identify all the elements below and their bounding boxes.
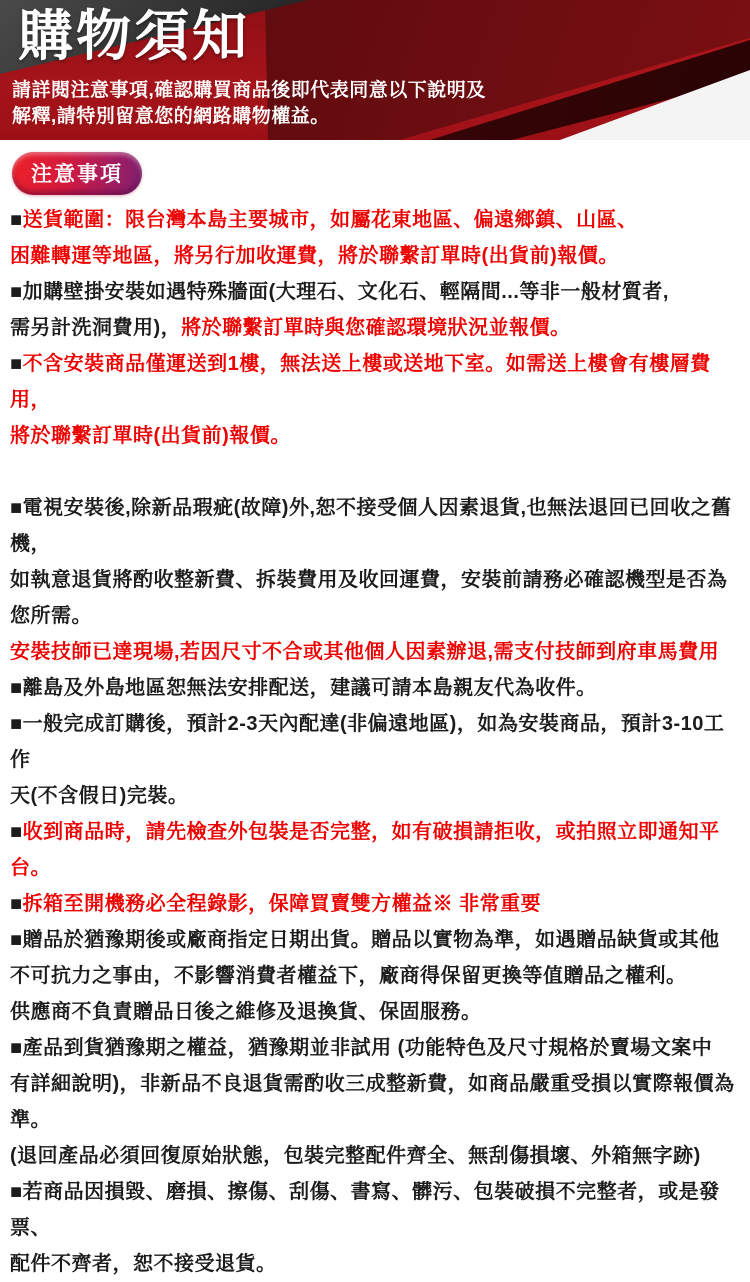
notice-text-segment: 天(不含假日)完裝。 (10, 785, 189, 807)
notice-text-segment: 電視安裝後,除新品瑕疵(故障)外,恕不接受個人因素退貨,也無法退回已回收之舊機， (10, 497, 732, 555)
notice-text-segment: 若商品因損毀、磨損、擦傷、刮傷、書寫、髒污、包裝破損不完整者，或是發票、 (10, 1181, 720, 1239)
bullet-square-icon: ■ (10, 929, 23, 951)
notice-item (10, 1030, 740, 1174)
notice-text-segment: 一般完成訂購後，預計2-3天內配達(非偏遠地區)，如為安裝商品，預計3-10工作 (10, 713, 725, 771)
bullet-square-icon: ■ (10, 893, 23, 915)
page-title: 購物須知 (18, 5, 251, 67)
notice-item (10, 634, 740, 670)
bullet-square-icon: ■ (10, 353, 23, 375)
notice-text-segment: 拆箱至開機務必全程錄影，保障買賣雙方權益※ 非常重要 (22, 893, 542, 915)
banner-subtitle-line1: 請詳閱注意事項,確認購買商品後即代表同意以下說明及 (12, 80, 486, 101)
badge-row (0, 140, 750, 195)
notice-text-segment: 贈品於猶豫期後或廠商指定日期出貨。贈品以實物為準，如遇贈品缺貨或其他 (22, 929, 720, 951)
notice-item (10, 814, 740, 886)
notice-text-segment: 收到商品時，請先檢查外包裝是否完整，如有破損請拒收，或拍照立即通知平台。 (10, 821, 720, 879)
notice-text-segment: 困難轉運等地區，將另行加收運費，將於聯繫訂單時(出貨前)報價。 (10, 245, 619, 267)
notice-text-segment: 送貨範圍：限台灣本島主要城市，如屬花東地區、偏遠鄉鎮、山區、 (22, 209, 638, 231)
shopping-notice-banner (0, 0, 750, 140)
notice-item (10, 490, 740, 634)
banner-subtitle (12, 78, 486, 130)
bullet-square-icon: ■ (10, 713, 23, 735)
notice-item (10, 922, 740, 1030)
bullet-square-icon: ■ (10, 281, 23, 303)
notice-text-segment: 將於聯繫訂單時與您確認環境狀況並報價。 (181, 317, 571, 339)
notice-item (10, 670, 740, 706)
banner-subtitle-line2: 解釋,請特別留意您的網路購物權益。 (12, 106, 330, 127)
notice-item (10, 346, 740, 454)
bullet-square-icon: ■ (10, 821, 23, 843)
notice-text-segment: 離島及外島地區恕無法安排配送，建議可請本島親友代為收件。 (22, 677, 597, 699)
bullet-square-icon: ■ (10, 1037, 23, 1059)
notice-text-segment: 需另計洗洞費用)， (10, 317, 182, 339)
bullet-square-icon: ■ (10, 209, 23, 231)
notice-badge: 注意事項 (12, 152, 142, 195)
notice-text-segment: 不含安裝商品僅運送到1樓，無法送上樓或送地下室。如需送上樓會有樓層費用， (10, 353, 711, 411)
notice-text-segment: 將於聯繫訂單時(出貨前)報價。 (10, 425, 291, 447)
notice-list (0, 195, 750, 1282)
notice-item (10, 886, 740, 922)
notice-item (10, 202, 740, 274)
notice-text-segment: 安裝技師已達現場,若因尺寸不合或其他個人因素辦退,需支付技師到府車馬費用 (10, 641, 720, 663)
bullet-square-icon: ■ (10, 497, 23, 519)
notice-text-segment: 加購壁掛安裝如遇特殊牆面(大理石、文化石、輕隔間...等非一般材質者, (22, 281, 669, 303)
notice-item (10, 274, 740, 346)
notice-text-segment: 不可抗力之事由，不影響消費者權益下，廠商得保留更換等值贈品之權利。 (10, 965, 687, 987)
bullet-square-icon: ■ (10, 1181, 23, 1203)
notice-item (10, 706, 740, 814)
notice-text-segment: 供應商不負責贈品日後之維修及退換貨、保固服務。 (10, 1001, 482, 1023)
notice-text-segment: 產品到貨猶豫期之權益，猶豫期並非試用 (功能特色及尺寸規格於賣場文案中 (22, 1037, 713, 1059)
notice-text-segment: 如執意退貨將酌收整新費、拆裝費用及收回運費，安裝前請務必確認機型是否為您所需。 (10, 569, 728, 627)
notice-text-segment: (退回產品必須回復原始狀態，包裝完整配件齊全、無刮傷損壞、外箱無字跡) (10, 1145, 701, 1167)
notice-text-segment: 有詳細說明)，非新品不良退貨需酌收三成整新費，如商品嚴重受損以實際報價為準。 (10, 1073, 735, 1131)
notice-item (10, 1174, 740, 1282)
bullet-square-icon: ■ (10, 677, 23, 699)
notice-text-segment: 配件不齊者，恕不接受退貨。 (10, 1253, 277, 1275)
